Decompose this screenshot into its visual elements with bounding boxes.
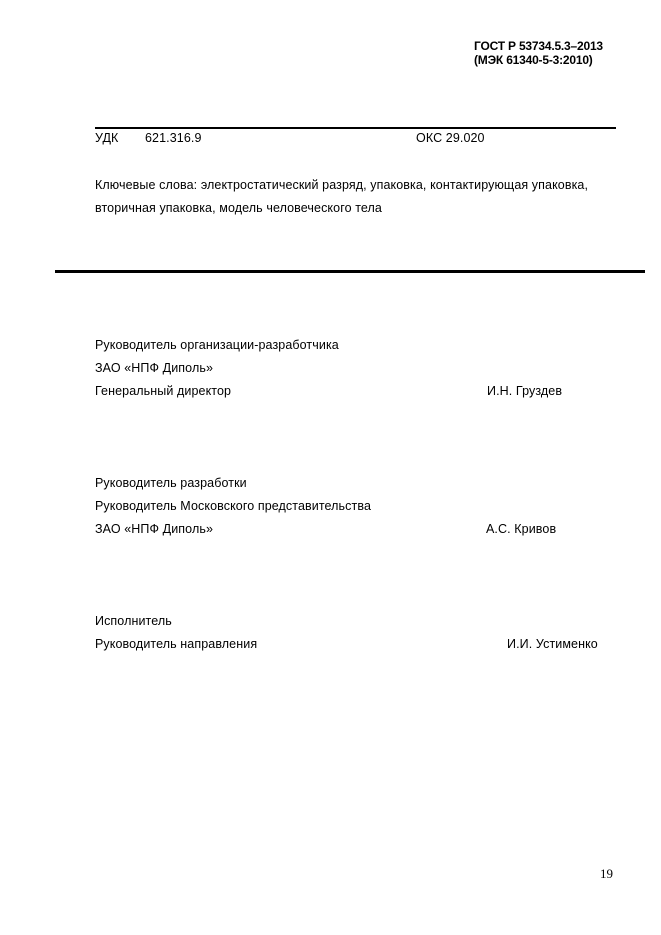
signature-2-line-3: ЗАО «НПФ Диполь»	[95, 522, 213, 536]
udc-value: 621.316.9	[145, 131, 202, 145]
signature-2-name: А.С. Кривов	[486, 522, 557, 536]
signature-1-line-3: Генеральный директор	[95, 384, 232, 398]
signature-2-line-1: Руководитель разработки	[95, 476, 247, 490]
iec-reference: (МЭК 61340-5-3:2010)	[474, 53, 593, 67]
signature-1-line-1: Руководитель организации-разработчика	[95, 338, 339, 352]
udc-label: УДК	[95, 131, 119, 145]
page-number: 19	[600, 866, 613, 881]
signature-3-line-2: Руководитель направления	[95, 637, 258, 651]
top-rule	[95, 127, 616, 129]
signature-3-line-1: Исполнитель	[95, 614, 172, 628]
signature-1-line-2: ЗАО «НПФ Диполь»	[95, 361, 213, 375]
keywords-line-2: вторичная упаковка, модель человеческого тела	[95, 201, 382, 215]
oks-code: ОКС 29.020	[416, 131, 485, 145]
signature-1-name: И.Н. Груздев	[487, 384, 563, 398]
signature-3-name: И.И. Устименко	[507, 637, 598, 651]
standard-designation: ГОСТ Р 53734.5.3–2013	[474, 39, 603, 53]
keywords-line-1: Ключевые слова: электростатический разряд, упаковка, контактирующая упаковка,	[95, 178, 589, 192]
signature-2-line-2: Руководитель Московского представительства	[95, 499, 371, 513]
separator-rule	[55, 270, 645, 273]
